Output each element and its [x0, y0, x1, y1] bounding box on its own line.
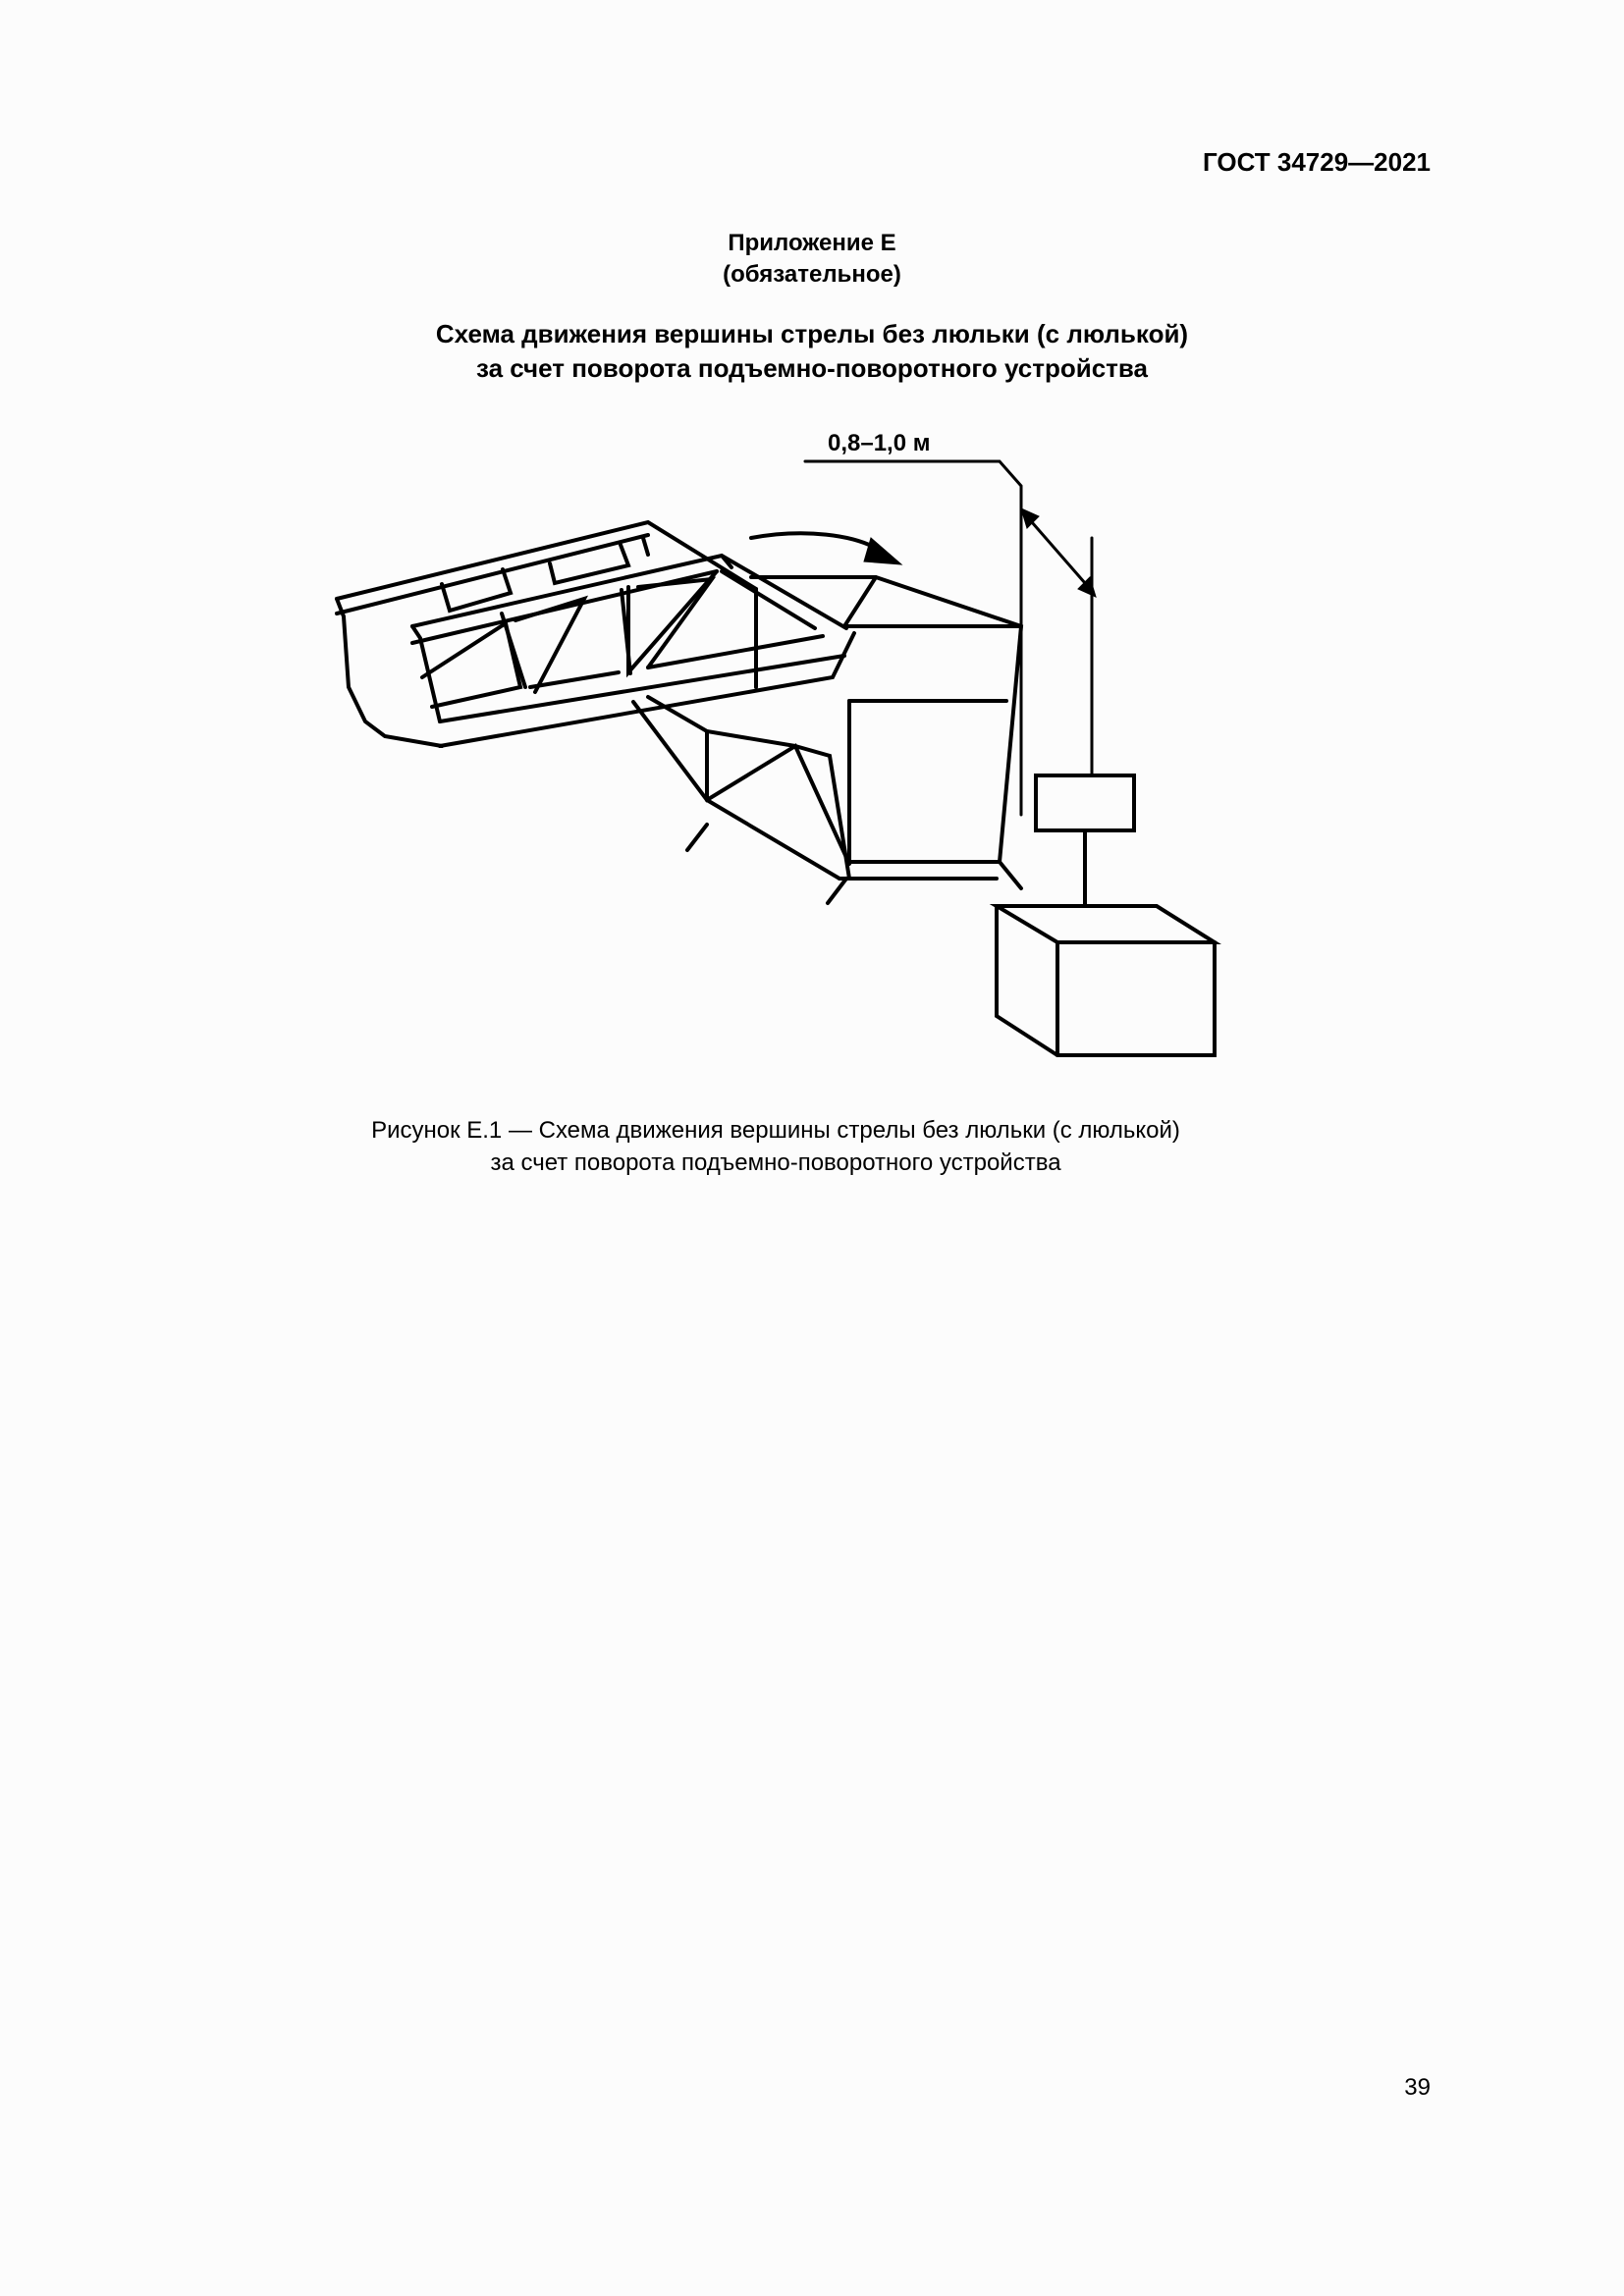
truss-boom — [337, 522, 854, 746]
standard-number: ГОСТ 34729—2021 — [1203, 147, 1431, 177]
cradle-basket — [751, 577, 1021, 888]
title-line-1: Схема движения вершины стрелы без люльки (с люлькой) — [435, 319, 1189, 348]
caption-line-1: Рисунок Е.1 — Схема движения вершины стрелы без люльки (с люлькой) — [371, 1117, 1180, 1144]
section-title — [0, 317, 1624, 386]
control-unit — [1036, 775, 1134, 906]
boom-movement-diagram — [314, 412, 1227, 1060]
appendix-status: (обязательное) — [723, 261, 901, 288]
dimension-label: 0,8–1,0 м — [828, 430, 931, 456]
page-number: 39 — [1404, 2074, 1431, 2101]
rotation-arrow — [751, 533, 901, 564]
appendix-heading — [0, 228, 1624, 291]
rotating-base-block — [997, 906, 1215, 1055]
appendix-label: Приложение Е — [728, 230, 896, 256]
figure-caption — [0, 1114, 1551, 1179]
title-line-2: за счет поворота подъемно-поворотного устройства — [476, 353, 1148, 383]
caption-line-2: за счет поворота подъемно-поворотного устройства — [490, 1149, 1061, 1176]
boom-support-frame — [633, 697, 997, 903]
